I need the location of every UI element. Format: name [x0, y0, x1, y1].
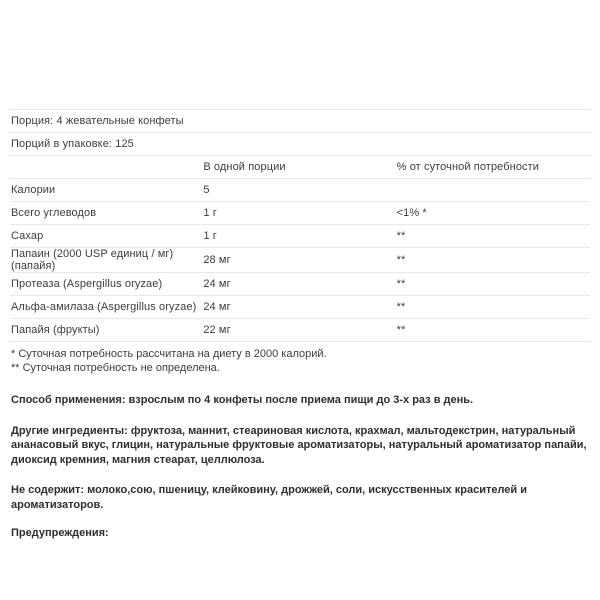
nutrient-amount: 24 мг: [203, 273, 396, 296]
footnote-daily-value-undetermined: ** Суточная потребность не определена.: [11, 362, 220, 374]
nutrient-amount: 1 г: [203, 202, 396, 225]
column-header-amount-per-serving: В одной порции: [203, 156, 396, 179]
supplement-facts-table: [10, 109, 590, 342]
nutrient-daily-value: <1% *: [397, 202, 590, 225]
nutrient-daily-value: **: [397, 319, 590, 342]
nutrient-name: Калории: [10, 179, 203, 202]
table-row: [10, 225, 590, 248]
nutrient-amount: 24 мг: [203, 296, 396, 319]
servings-per-container-label: Порций в упаковке: 125: [10, 133, 590, 156]
directions-text: Способ применения: взрослым по 4 конфеты после приема пищи до 3-х раз в день.: [11, 394, 474, 406]
servings-per-container-row: [10, 133, 590, 156]
footnote-daily-value-basis: * Суточная потребность рассчитана на диету в 2000 калорий.: [11, 348, 327, 360]
column-header-daily-value: % от суточной потребности: [397, 156, 590, 179]
serving-size-label: Порция: 4 жевательные конфеты: [10, 110, 590, 133]
table-header-row: [10, 156, 590, 179]
table-row: [10, 202, 590, 225]
warnings-label: Предупреждения:: [11, 527, 109, 539]
footnotes: [10, 347, 590, 375]
nutrient-daily-value: **: [397, 225, 590, 248]
column-header-nutrient: [10, 156, 203, 179]
nutrient-daily-value: **: [397, 248, 590, 273]
table-row: [10, 179, 590, 202]
free-from-text: Не содержит: молоко,сою, пшеницу, клейковину, дрожжей, соли, искусственных красителей и ароматизаторов.: [11, 484, 528, 511]
nutrient-name: Папаин (2000 USP единиц / мг) (папайя): [10, 248, 203, 273]
table-row: [10, 273, 590, 296]
nutrient-amount: 5: [203, 179, 396, 202]
nutrient-name: Папайя (фрукты): [10, 319, 203, 342]
table-row: [10, 296, 590, 319]
table-row: [10, 319, 590, 342]
nutrient-daily-value: [397, 179, 590, 202]
serving-size-row: [10, 110, 590, 133]
nutrient-daily-value: **: [397, 273, 590, 296]
nutrient-amount: 1 г: [203, 225, 396, 248]
nutrient-name: Протеаза (Aspergillus oryzae): [10, 273, 203, 296]
table-row: [10, 248, 590, 273]
nutrient-name: Альфа-амилаза (Aspergillus oryzae): [10, 296, 203, 319]
nutrient-amount: 22 мг: [203, 319, 396, 342]
other-ingredients-text: Другие ингредиенты: фруктоза, маннит, стеариновая кислота, крахмал, мальтодекстрин, натуральный ананасовый вкус, глицин, натуральные фруктовые ароматизаторы, натуральный ароматизатор папайи, диоксид кремния, магния стеарат, целлюлоза.: [11, 424, 587, 466]
nutrient-name: Всего углеводов: [10, 202, 203, 225]
nutrient-amount: 28 мг: [203, 248, 396, 273]
nutrient-daily-value: **: [397, 296, 590, 319]
nutrient-name: Сахар: [10, 225, 203, 248]
